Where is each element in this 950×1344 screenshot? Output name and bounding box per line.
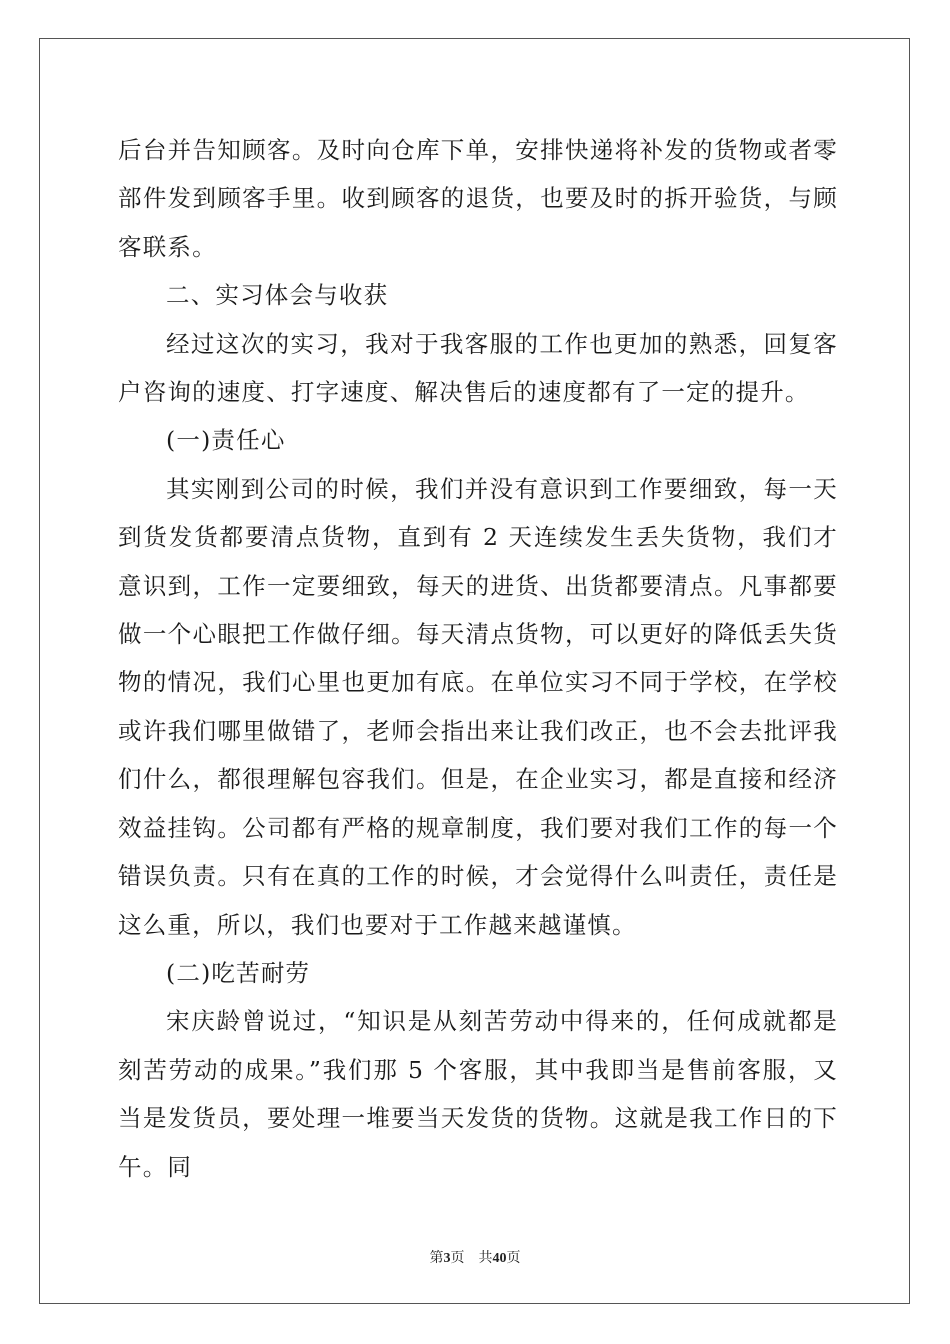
paragraph-5: 其实刚到公司的时候，我们并没有意识到工作要细致，每一天到货发货都要清点货物，直到有 2 天连续发生丢失货物，我们才意识到，工作一定要细致，每天的进货、出货都要清点。凡事都要做一个心眼把工作做仔细。每天清点货物，可以更好的降低丢失货物的情况，我们心里也更加有底。在单位实习不同于学校，在学校或许我们哪里做错了，老师会指出来让我们改正，也不会去批评我们什么，都很理解包容我们。但是，在企业实习，都是直接和经济效益挂钩。公司都有严格的规章制度，我们要对我们工作的每一个错误负责。只有在真的工作的时候，才会觉得什么叫责任，责任是这么重，所以，我们也要对于工作越来越谨慎。 <box>118 474 838 939</box>
paragraph-1: 后台并告知顾客。及时向仓库下单，安排快递将补发的货物或者零部件发到顾客手里。收到顾客的退货，也要及时的拆开验货，与顾客联系。 <box>118 136 838 261</box>
paragraph-3: 经过这次的实习，我对于我客服的工作也更加的熟悉，回复客户咨询的速度、打字速度、解决售后的速度都有了一定的提升。 <box>118 329 838 407</box>
total-prefix: 共 <box>478 1251 493 1266</box>
page-number: 3 <box>443 1251 451 1266</box>
document-body <box>118 126 838 1191</box>
page-suffix: 页 <box>450 1251 465 1266</box>
page-footer <box>0 1247 950 1267</box>
paragraph-7: 宋庆龄曾说过，“知识是从刻苦劳动中得来的，任何成就都是刻苦劳动的成果。”我们那 5 个客服，其中我即当是售前客服，又当是发货员，要处理一堆要当天发货的货物。这就是我工作日的下午。同 <box>118 1007 838 1181</box>
total-pages: 40 <box>492 1251 507 1266</box>
page-prefix: 第 <box>429 1251 444 1266</box>
section-heading-2: 二、实习体会与收获 <box>166 281 389 310</box>
total-suffix: 页 <box>506 1251 521 1266</box>
subheading-responsibility: (一)责任心 <box>166 426 286 455</box>
subheading-hardwork: (二)吃苦耐劳 <box>166 958 311 987</box>
